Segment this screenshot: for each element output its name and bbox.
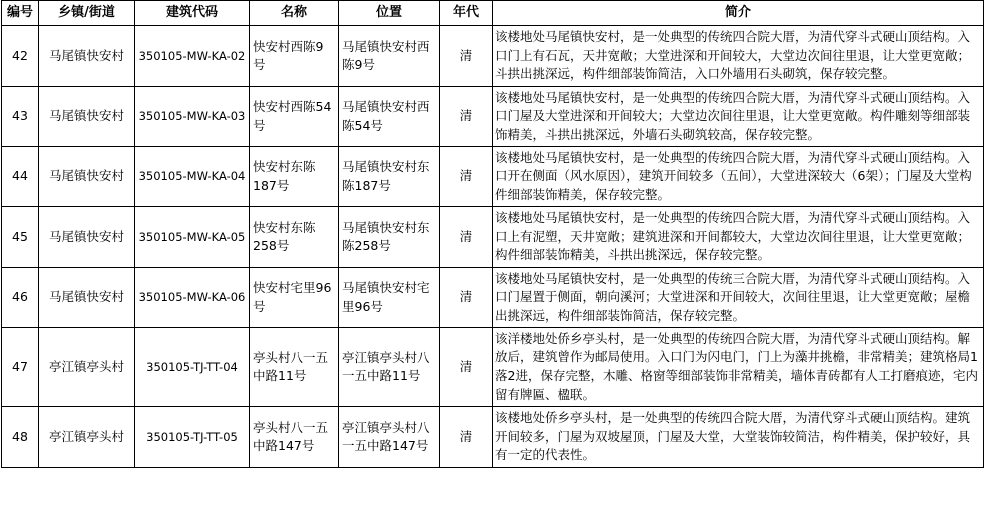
cell-name: 快安村东陈187号 <box>250 147 339 207</box>
cell-intro: 该楼地处侨乡亭头村，是一处典型的传统四合院大厝，为清代穿斗式硬山顶结构。建筑开间较多，门屋为双坡屋顶，门屋及大堂，大堂装饰较简洁，构件精美，保护较好，具有一定的代表性。 <box>493 407 984 468</box>
cell-num: 44 <box>2 147 39 207</box>
cell-era: 清 <box>440 147 493 207</box>
cell-era: 清 <box>440 26 493 87</box>
cell-code: 350105-MW-KA-05 <box>135 207 250 268</box>
cell-name: 快安村西陈9号 <box>250 26 339 87</box>
cell-era: 清 <box>440 328 493 407</box>
header-location: 位置 <box>339 1 440 26</box>
cell-intro: 该楼地处马尾镇快安村，是一处典型的传统四合院大厝，为清代穿斗式硬山顶结构。入口上有泥塑，天井宽敞；建筑进深和开间都较大，大堂边次间往里退，让大堂更宽敞；构件细部装饰精美，斗拱出挑深远，保存较完整。 <box>493 207 984 268</box>
cell-location: 亭江镇亭头村八一五中路147号 <box>339 407 440 468</box>
cell-town: 马尾镇快安村 <box>39 147 135 207</box>
cell-era: 清 <box>440 87 493 147</box>
cell-intro: 该楼地处马尾镇快安村，是一处典型的传统四合院大厝，为清代穿斗式硬山顶结构。入口门屋及大堂进深和开间较大；大堂边次间往里退，让大堂更宽敞。构件雕刻等细部装饰精美，斗拱出挑深远，外墙石头砌筑较高，保存较完整。 <box>493 87 984 147</box>
header-town: 乡镇/街道 <box>39 1 135 26</box>
cell-name: 快安村西陈54号 <box>250 87 339 147</box>
cell-code: 350105-TJ-TT-04 <box>135 328 250 407</box>
cell-location: 马尾镇快安村东陈258号 <box>339 207 440 268</box>
cell-num: 47 <box>2 328 39 407</box>
cell-code: 350105-MW-KA-04 <box>135 147 250 207</box>
cell-name: 快安村宅里96号 <box>250 268 339 328</box>
cell-intro: 该楼地处马尾镇快安村，是一处典型的传统三合院大厝，为清代穿斗式硬山顶结构。入口门屋置于侧面，朝向溪河；大堂进深和开间较大，次间往里退，让大堂更宽敞；屋檐出挑深远，构件细部装饰简洁，保存较完整。 <box>493 268 984 328</box>
cell-name: 亭头村八一五中路147号 <box>250 407 339 468</box>
cell-code: 350105-MW-KA-03 <box>135 87 250 147</box>
cell-name: 快安村东陈258号 <box>250 207 339 268</box>
heritage-building-table <box>1 0 984 468</box>
cell-num: 48 <box>2 407 39 468</box>
cell-town: 马尾镇快安村 <box>39 207 135 268</box>
cell-code: 350105-TJ-TT-05 <box>135 407 250 468</box>
header-row <box>2 1 984 26</box>
cell-location: 马尾镇快安村宅里96号 <box>339 268 440 328</box>
header-name: 名称 <box>250 1 339 26</box>
table-row <box>2 328 984 407</box>
table-row <box>2 207 984 268</box>
cell-location: 马尾镇快安村西陈54号 <box>339 87 440 147</box>
cell-town: 亭江镇亭头村 <box>39 328 135 407</box>
cell-location: 亭江镇亭头村八一五中路11号 <box>339 328 440 407</box>
cell-town: 马尾镇快安村 <box>39 87 135 147</box>
header-code: 建筑代码 <box>135 1 250 26</box>
table-row <box>2 26 984 87</box>
header-num: 编号 <box>2 1 39 26</box>
cell-num: 45 <box>2 207 39 268</box>
cell-era: 清 <box>440 268 493 328</box>
cell-intro: 该楼地处马尾镇快安村，是一处典型的传统四合院大厝，为清代穿斗式硬山顶结构。入口开在侧面（风水原因），建筑开间较多（五间），大堂进深较大（6架）；门屋及大堂构件细部装饰精美，保存较完整。 <box>493 147 984 207</box>
table-row <box>2 407 984 468</box>
cell-name: 亭头村八一五中路11号 <box>250 328 339 407</box>
cell-town: 马尾镇快安村 <box>39 26 135 87</box>
table-row <box>2 147 984 207</box>
cell-num: 46 <box>2 268 39 328</box>
cell-num: 43 <box>2 87 39 147</box>
cell-era: 清 <box>440 207 493 268</box>
table-row <box>2 268 984 328</box>
cell-intro: 该楼地处马尾镇快安村，是一处典型的传统四合院大厝，为清代穿斗式硬山顶结构。入口门上有石瓦，天井宽敞；大堂进深和开间较大，大堂边次间往里退，让大堂更宽敞；斗拱出挑深远，构件细部装饰简洁，入口外墙用石头砌筑，保存较完整。 <box>493 26 984 87</box>
cell-town: 马尾镇快安村 <box>39 268 135 328</box>
table-row <box>2 87 984 147</box>
cell-code: 350105-MW-KA-02 <box>135 26 250 87</box>
cell-town: 亭江镇亭头村 <box>39 407 135 468</box>
cell-intro: 该洋楼地处侨乡亭头村，是一处典型的传统四合院大厝，为清代穿斗式硬山顶结构。解放后，建筑曾作为邮局使用。入口门为闪电门，门上为藻井挑檐，非常精美；建筑格局1落2进，保存完整，木雕、格窗等细部装饰非常精美，墙体青砖都有人工打磨痕迹，宅内留有牌匾、楹联。 <box>493 328 984 407</box>
header-era: 年代 <box>440 1 493 26</box>
cell-num: 42 <box>2 26 39 87</box>
header-intro: 简介 <box>493 1 984 26</box>
cell-code: 350105-MW-KA-06 <box>135 268 250 328</box>
cell-era: 清 <box>440 407 493 468</box>
cell-location: 马尾镇快安村东陈187号 <box>339 147 440 207</box>
cell-location: 马尾镇快安村西陈9号 <box>339 26 440 87</box>
